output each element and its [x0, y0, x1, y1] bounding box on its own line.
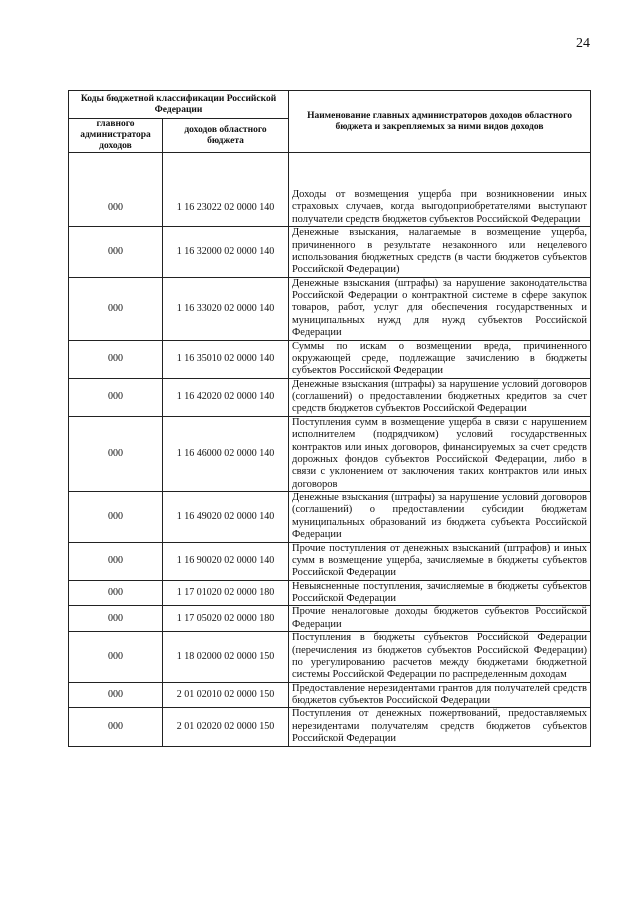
table-row [69, 580, 591, 606]
income-code-cell: 2 01 02010 02 0000 150 [163, 682, 289, 708]
admin-code-cell: 000 [69, 580, 163, 606]
income-name-cell: Денежные взыскания (штрафы) за нарушение законодательства Российской Федерации о контрактной системе в сфере закупок товаров, работ, услуг для обеспечения государственных и муниципальных нужд для нужд субъектов Российской Федерации [289, 277, 591, 340]
codes-group-header: Коды бюджетной классификации Российской Федерации [69, 91, 289, 119]
income-code-cell: 1 16 32000 02 0000 140 [163, 227, 289, 278]
table-row [69, 189, 591, 227]
admin-code-cell: 000 [69, 340, 163, 378]
income-code-cell: 1 16 46000 02 0000 140 [163, 416, 289, 491]
income-name-cell: Предоставление нерезидентами грантов для получателей средств бюджетов субъектов Российской Федерации [289, 682, 591, 708]
income-name-cell: Суммы по искам о возмещении вреда, причиненного окружающей среде, подлежащие зачислению в бюджеты субъектов Российской Федерации [289, 340, 591, 378]
income-name-cell: Прочие неналоговые доходы бюджетов субъектов Российской Федерации [289, 606, 591, 632]
admin-code-cell: 000 [69, 416, 163, 491]
income-name-cell: Поступления сумм в возмещение ущерба в связи с нарушением исполнителем (подрядчиком) условий государственных контрактов или иных договоров, финансируемых за счет средств дорожных фондов субъектов Российской Федерации, либо в связи с уклонением от заключения таких контрактов или иных договоров [289, 416, 591, 491]
page-number: 24 [576, 36, 590, 51]
income-name-cell: Доходы от возмещения ущерба при возникновении иных страховых случаев, когда выгодоприобретателями выступают получатели средств бюджетов субъектов Российской Федерации [289, 189, 591, 227]
income-name-cell: Прочие поступления от денежных взысканий (штрафов) и иных сумм в возмещение ущерба, зачисляемые в бюджеты субъектов Российской Федерации [289, 542, 591, 580]
table-row [69, 492, 591, 543]
table-row [69, 542, 591, 580]
income-code-cell: 1 16 90020 02 0000 140 [163, 542, 289, 580]
admin-code-cell: 000 [69, 227, 163, 278]
income-name-cell: Денежные взыскания, налагаемые в возмещение ущерба, причиненного в результате незаконного или нецелевого использования бюджетных средств (в части бюджетов субъектов Российской Федерации) [289, 227, 591, 278]
admin-code-cell: 000 [69, 708, 163, 746]
budget-classification-table [68, 90, 591, 747]
income-name-cell: Денежные взыскания (штрафы) за нарушение условий договоров (соглашений) о предоставлении субсидии бюджетам муниципальных образований из бюджета субъекта Российской Федерации [289, 492, 591, 543]
table-row [69, 227, 591, 278]
table-row [69, 632, 591, 683]
income-code-cell: 1 16 49020 02 0000 140 [163, 492, 289, 543]
income-name-cell: Невыясненные поступления, зачисляемые в бюджеты субъектов Российской Федерации [289, 580, 591, 606]
table-body [69, 153, 591, 747]
income-name-cell: Поступления в бюджеты субъектов Российской Федерации (перечисления из бюджетов субъектов Российской Федерации) по урегулированию расчетов между бюджетами бюджетной системы Российской Федерации по распределенным доходам [289, 632, 591, 683]
income-column-header: доходов областного бюджета [163, 119, 289, 153]
admin-code-cell: 000 [69, 492, 163, 543]
admin-code-cell: 000 [69, 632, 163, 683]
admin-code-cell: 000 [69, 378, 163, 416]
income-code-cell: 1 16 42020 02 0000 140 [163, 378, 289, 416]
income-name-cell: Денежные взыскания (штрафы) за нарушение условий договоров (соглашений) о предоставлении бюджетных кредитов за счет средств бюджетов субъектов Российской Федерации [289, 378, 591, 416]
table-row [69, 606, 591, 632]
admin-column-header: главного администратора доходов [69, 119, 163, 153]
income-code-cell: 1 16 35010 02 0000 140 [163, 340, 289, 378]
name-column-header: Наименование главных администраторов доходов областного бюджета и закрепляемых за ними видов доходов [289, 91, 591, 153]
income-code-cell: 1 18 02000 02 0000 150 [163, 632, 289, 683]
table-row [69, 682, 591, 708]
admin-code-cell: 000 [69, 606, 163, 632]
income-name-cell: Поступления от денежных пожертвований, предоставляемых нерезидентами получателям средств бюджетов субъектов Российской Федерации [289, 708, 591, 746]
table-row [69, 340, 591, 378]
admin-code-cell: 000 [69, 682, 163, 708]
admin-code-cell: 000 [69, 542, 163, 580]
spacer-row [69, 153, 591, 190]
admin-code-cell: 000 [69, 189, 163, 227]
table-row [69, 708, 591, 746]
table-row [69, 378, 591, 416]
income-code-cell: 1 16 23022 02 0000 140 [163, 189, 289, 227]
admin-code-cell: 000 [69, 277, 163, 340]
income-code-cell: 1 16 33020 02 0000 140 [163, 277, 289, 340]
income-code-cell: 1 17 05020 02 0000 180 [163, 606, 289, 632]
income-code-cell: 2 01 02020 02 0000 150 [163, 708, 289, 746]
table-row [69, 416, 591, 491]
income-code-cell: 1 17 01020 02 0000 180 [163, 580, 289, 606]
table-row [69, 277, 591, 340]
